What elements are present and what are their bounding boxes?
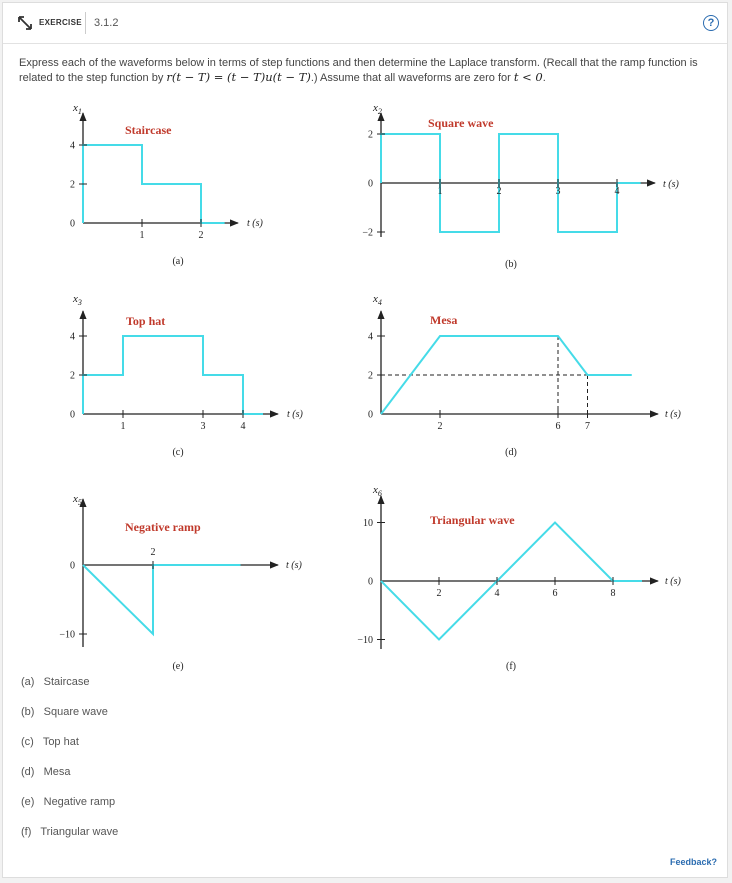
x-tick-label: 8 — [610, 588, 616, 599]
x-tick-label: 2 — [198, 230, 204, 241]
y-axis-name: $x_1$ — [73, 102, 82, 116]
y-tick-label: 2 — [70, 370, 75, 382]
part-b[interactable] — [21, 706, 108, 718]
x-tick-label: 1 — [139, 230, 145, 241]
part-d-label: (d) — [21, 766, 35, 778]
plot-title: Top hat — [126, 314, 166, 328]
waveform-c — [83, 336, 263, 414]
plot-caption: (b) — [505, 259, 517, 270]
x-tick-label: 4 — [614, 186, 620, 197]
plot-b — [362, 102, 679, 270]
x-axis-unit: t (s) — [286, 560, 302, 571]
part-c-name: Top hat — [42, 736, 79, 748]
waveform-figure — [3, 99, 729, 674]
plot-a — [70, 102, 264, 267]
plot-e — [59, 493, 302, 672]
x-tick-label: 2 — [150, 547, 156, 558]
plot-caption: (c) — [172, 447, 184, 458]
plot-caption: (f) — [506, 661, 516, 672]
x-tick-label: 6 — [552, 588, 558, 599]
part-a-label: (a) — [21, 676, 35, 688]
x-tick-label: 3 — [555, 186, 561, 197]
y-tick-label: 0 — [70, 409, 75, 421]
y-tick-label: 0 — [368, 576, 373, 588]
y-tick-label: 2 — [70, 179, 75, 191]
plot-c — [70, 293, 304, 458]
x-tick-label: 4 — [240, 421, 246, 432]
x-tick-label: 2 — [496, 186, 502, 197]
x-axis-unit: t (s) — [665, 409, 681, 420]
part-b-label: (b) — [21, 706, 35, 718]
part-f-label: (f) — [21, 826, 32, 838]
y-tick-label: 4 — [70, 331, 75, 343]
y-tick-label: −10 — [59, 629, 75, 641]
waveform-e — [83, 565, 241, 634]
x-tick-label: 7 — [585, 421, 590, 432]
part-e[interactable] — [21, 796, 115, 808]
part-d[interactable] — [21, 766, 71, 778]
y-tick-label: 4 — [70, 140, 75, 152]
waveform-a — [83, 145, 225, 223]
exercise-arrow-icon — [17, 15, 33, 31]
y-tick-label: 4 — [368, 331, 373, 343]
part-b-name: Square wave — [43, 706, 108, 718]
y-axis-name: $x_2$ — [373, 102, 382, 116]
y-tick-label: 10 — [363, 518, 373, 529]
x-axis-unit: t (s) — [665, 576, 681, 587]
x-tick-label: 6 — [555, 421, 561, 432]
prompt-text-3: . — [542, 72, 546, 84]
prompt-text-1: Express each of the waveforms below in terms of step functions and then determine the Laplace transform. (Recall that the ramp function is related to the step function by — [19, 57, 698, 84]
x-tick-label: 1 — [437, 186, 443, 197]
x-tick-label: 2 — [437, 421, 443, 432]
exercise-prompt — [19, 56, 709, 85]
y-tick-label: 0 — [70, 218, 75, 230]
part-c[interactable] — [21, 736, 79, 748]
help-icon[interactable]: ? — [703, 15, 719, 31]
plot-caption: (a) — [172, 256, 184, 267]
x-tick-label: 2 — [436, 588, 442, 599]
plot-d — [368, 293, 682, 458]
plot-caption: (e) — [172, 661, 184, 672]
exercise-number: 3.1.2 — [94, 17, 119, 29]
part-e-name: Negative ramp — [43, 796, 116, 808]
y-tick-label: 0 — [70, 560, 75, 572]
plot-title: Square wave — [428, 116, 494, 130]
y-tick-label: 0 — [368, 178, 373, 190]
y-tick-label: 2 — [368, 129, 373, 141]
plot-title: Negative ramp — [125, 520, 201, 534]
exercise-label: EXERCISE — [39, 18, 82, 27]
y-axis-name: $x_6$ — [373, 484, 382, 498]
prompt-text-2: .) Assume that all waveforms are zero for — [310, 72, 514, 84]
y-axis-name: $x_3$ — [73, 293, 82, 307]
exercise-header — [3, 3, 727, 44]
plot-title: Triangular wave — [430, 513, 515, 527]
y-tick-label: 2 — [368, 370, 373, 382]
x-tick-label: 3 — [200, 421, 206, 432]
x-axis-unit: t (s) — [287, 409, 303, 420]
y-axis-name: $x_4$ — [373, 293, 382, 307]
x-axis-unit: t (s) — [247, 218, 263, 229]
feedback-link[interactable]: Feedback? — [669, 857, 717, 867]
prompt-math-1: r(t − T) = (t − T)u(t − T) — [166, 70, 311, 84]
part-c-label: (c) — [21, 736, 34, 748]
part-d-name: Mesa — [43, 766, 71, 778]
y-tick-label: −2 — [362, 227, 373, 239]
x-axis-unit: t (s) — [663, 179, 679, 190]
part-a[interactable] — [21, 676, 89, 688]
y-tick-label: 0 — [368, 409, 373, 421]
x-tick-label: 1 — [120, 421, 126, 432]
prompt-math-2: t < 0 — [513, 70, 543, 84]
plot-caption: (d) — [505, 447, 517, 458]
x-tick-label: 4 — [494, 588, 500, 599]
part-f[interactable] — [21, 826, 118, 838]
exercise-card — [2, 2, 728, 878]
y-tick-label: −10 — [357, 635, 373, 646]
header-divider — [85, 12, 86, 34]
y-axis-name: $x_5$ — [73, 493, 82, 507]
part-f-name: Triangular wave — [40, 826, 119, 838]
part-a-name: Staircase — [43, 676, 90, 688]
plot-title: Staircase — [125, 123, 172, 137]
plot-title: Mesa — [430, 313, 458, 327]
plot-f — [357, 484, 681, 672]
part-e-label: (e) — [21, 796, 35, 808]
